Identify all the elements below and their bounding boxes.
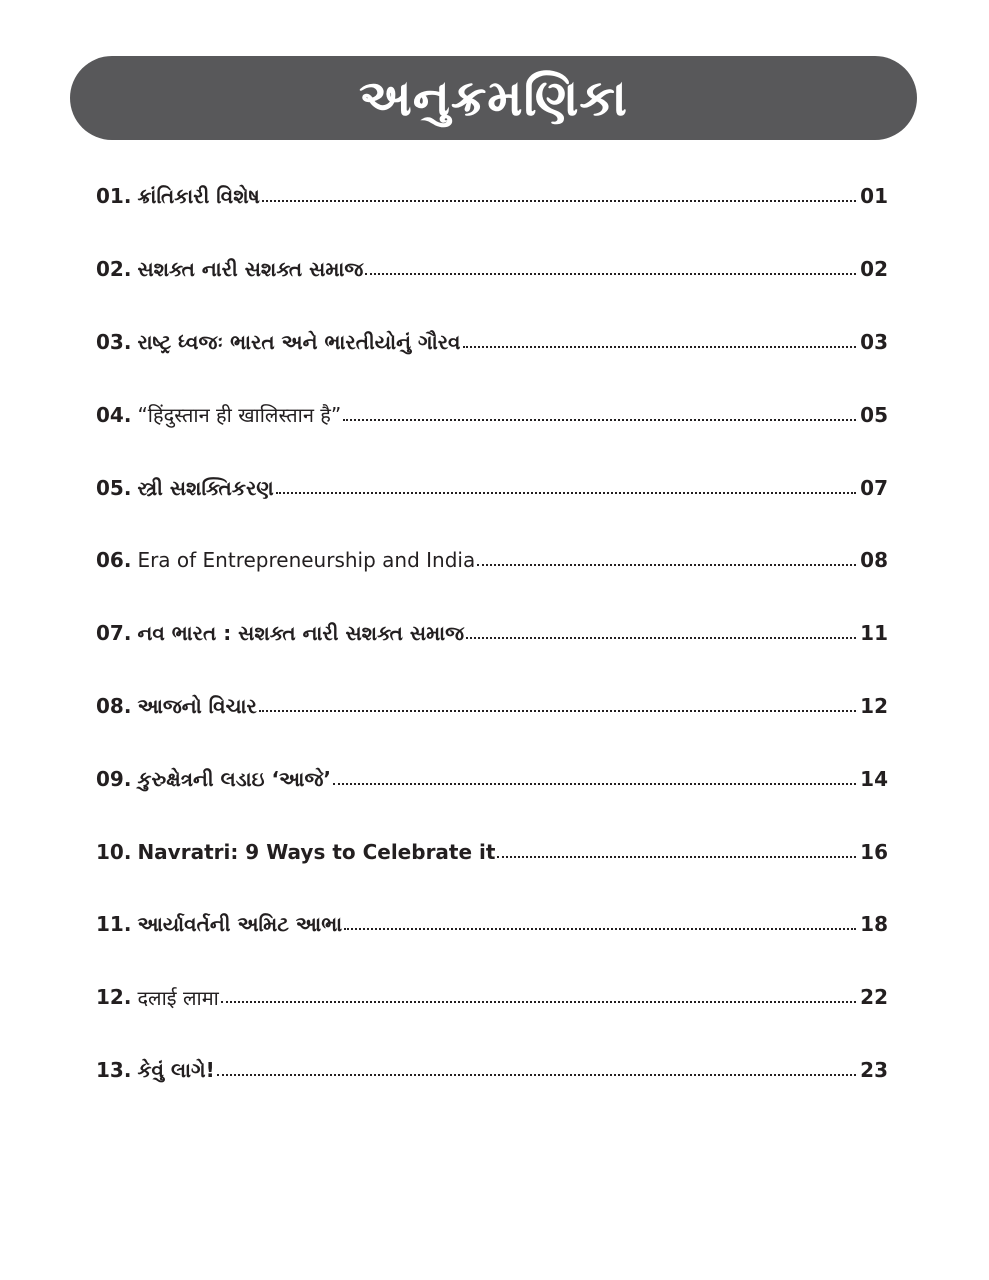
toc-entry-page: 11 bbox=[860, 621, 888, 646]
dot-leader bbox=[276, 492, 856, 494]
toc-entry-page: 23 bbox=[860, 1057, 888, 1082]
toc-entry-page: 12 bbox=[860, 693, 888, 718]
toc-entry-page: 14 bbox=[860, 766, 888, 791]
toc-entry-title: કુરુક્ષેત્રની લડાઇ ‘આજે’ bbox=[137, 766, 331, 791]
toc-entry-page: 01 bbox=[860, 184, 888, 209]
dot-leader bbox=[477, 564, 856, 566]
table-of-contents bbox=[96, 160, 888, 1106]
dot-leader bbox=[221, 1001, 856, 1003]
toc-entry[interactable] bbox=[96, 233, 888, 306]
toc-entry-page: 05 bbox=[860, 402, 888, 427]
toc-entry-page: 22 bbox=[860, 985, 888, 1010]
dot-leader bbox=[259, 710, 856, 712]
toc-entry-page: 07 bbox=[860, 475, 888, 500]
toc-entry[interactable] bbox=[96, 306, 888, 379]
toc-entry-title: સશક્ત નારી સશક્ત સમાજ bbox=[137, 257, 364, 282]
toc-entry[interactable] bbox=[96, 597, 888, 670]
toc-entry[interactable] bbox=[96, 524, 888, 597]
dot-leader bbox=[365, 273, 856, 275]
toc-entry-title: दलाई लामा bbox=[137, 985, 219, 1010]
toc-entry[interactable] bbox=[96, 742, 888, 815]
toc-entry-number: 01. bbox=[96, 184, 132, 209]
toc-entry-number: 13. bbox=[96, 1057, 132, 1082]
toc-entry-number: 12. bbox=[96, 985, 132, 1010]
toc-entry-title: કેવું લાગે! bbox=[137, 1057, 215, 1082]
toc-entry-number: 02. bbox=[96, 257, 132, 282]
toc-entry-number: 05. bbox=[96, 475, 132, 500]
toc-entry-title: Era of Entrepreneurship and India bbox=[137, 548, 476, 573]
toc-entry-title: “हिंदुस्तान ही खालिस्तान है” bbox=[137, 403, 342, 428]
dot-leader bbox=[344, 928, 856, 930]
toc-entry[interactable] bbox=[96, 451, 888, 524]
toc-entry-title: આર્યાવર્તની અમિટ આભા bbox=[137, 912, 343, 937]
dot-leader bbox=[463, 346, 856, 348]
dot-leader bbox=[343, 419, 856, 421]
toc-entry-number: 11. bbox=[96, 912, 132, 937]
toc-entry-number: 03. bbox=[96, 329, 132, 354]
toc-entry-number: 07. bbox=[96, 621, 132, 646]
dot-leader bbox=[262, 200, 856, 202]
toc-entry-number: 08. bbox=[96, 693, 132, 718]
toc-entry-page: 08 bbox=[860, 548, 888, 573]
toc-entry-title: આજનો વિચાર bbox=[137, 693, 257, 718]
toc-entry-title: ક્રાંતિકારી વિશેષ bbox=[137, 184, 260, 209]
toc-entry-title: નવ ભારત : સશક્ત નારી સશક્ત સમાજ bbox=[137, 621, 465, 646]
toc-entry[interactable] bbox=[96, 961, 888, 1034]
toc-entry-page: 03 bbox=[860, 329, 888, 354]
header-banner bbox=[70, 56, 917, 140]
page-title: અનુક્રમણિકા bbox=[358, 69, 629, 127]
toc-entry-page: 18 bbox=[860, 912, 888, 937]
toc-entry-page: 02 bbox=[860, 257, 888, 282]
toc-entry-number: 10. bbox=[96, 839, 132, 864]
toc-entry-page: 16 bbox=[860, 839, 888, 864]
toc-entry[interactable] bbox=[96, 160, 888, 233]
dot-leader bbox=[333, 783, 856, 785]
toc-entry[interactable] bbox=[96, 1034, 888, 1107]
toc-entry-title: રાષ્ટ્ર ધ્વજઃ ભારત અને ભારતીયોનું ગૌરવ bbox=[137, 329, 461, 354]
toc-entry-title: સ્ત્રી સશક્તિકરણ bbox=[137, 475, 274, 500]
toc-entry[interactable] bbox=[96, 815, 888, 888]
dot-leader bbox=[217, 1074, 856, 1076]
toc-entry-title: Navratri: 9 Ways to Celebrate it bbox=[137, 839, 496, 864]
dot-leader bbox=[497, 856, 856, 858]
toc-entry-number: 06. bbox=[96, 548, 132, 573]
toc-entry[interactable] bbox=[96, 378, 888, 451]
toc-entry-number: 09. bbox=[96, 766, 132, 791]
toc-entry-number: 04. bbox=[96, 402, 132, 427]
toc-entry[interactable] bbox=[96, 888, 888, 961]
toc-entry[interactable] bbox=[96, 670, 888, 743]
dot-leader bbox=[466, 637, 856, 639]
